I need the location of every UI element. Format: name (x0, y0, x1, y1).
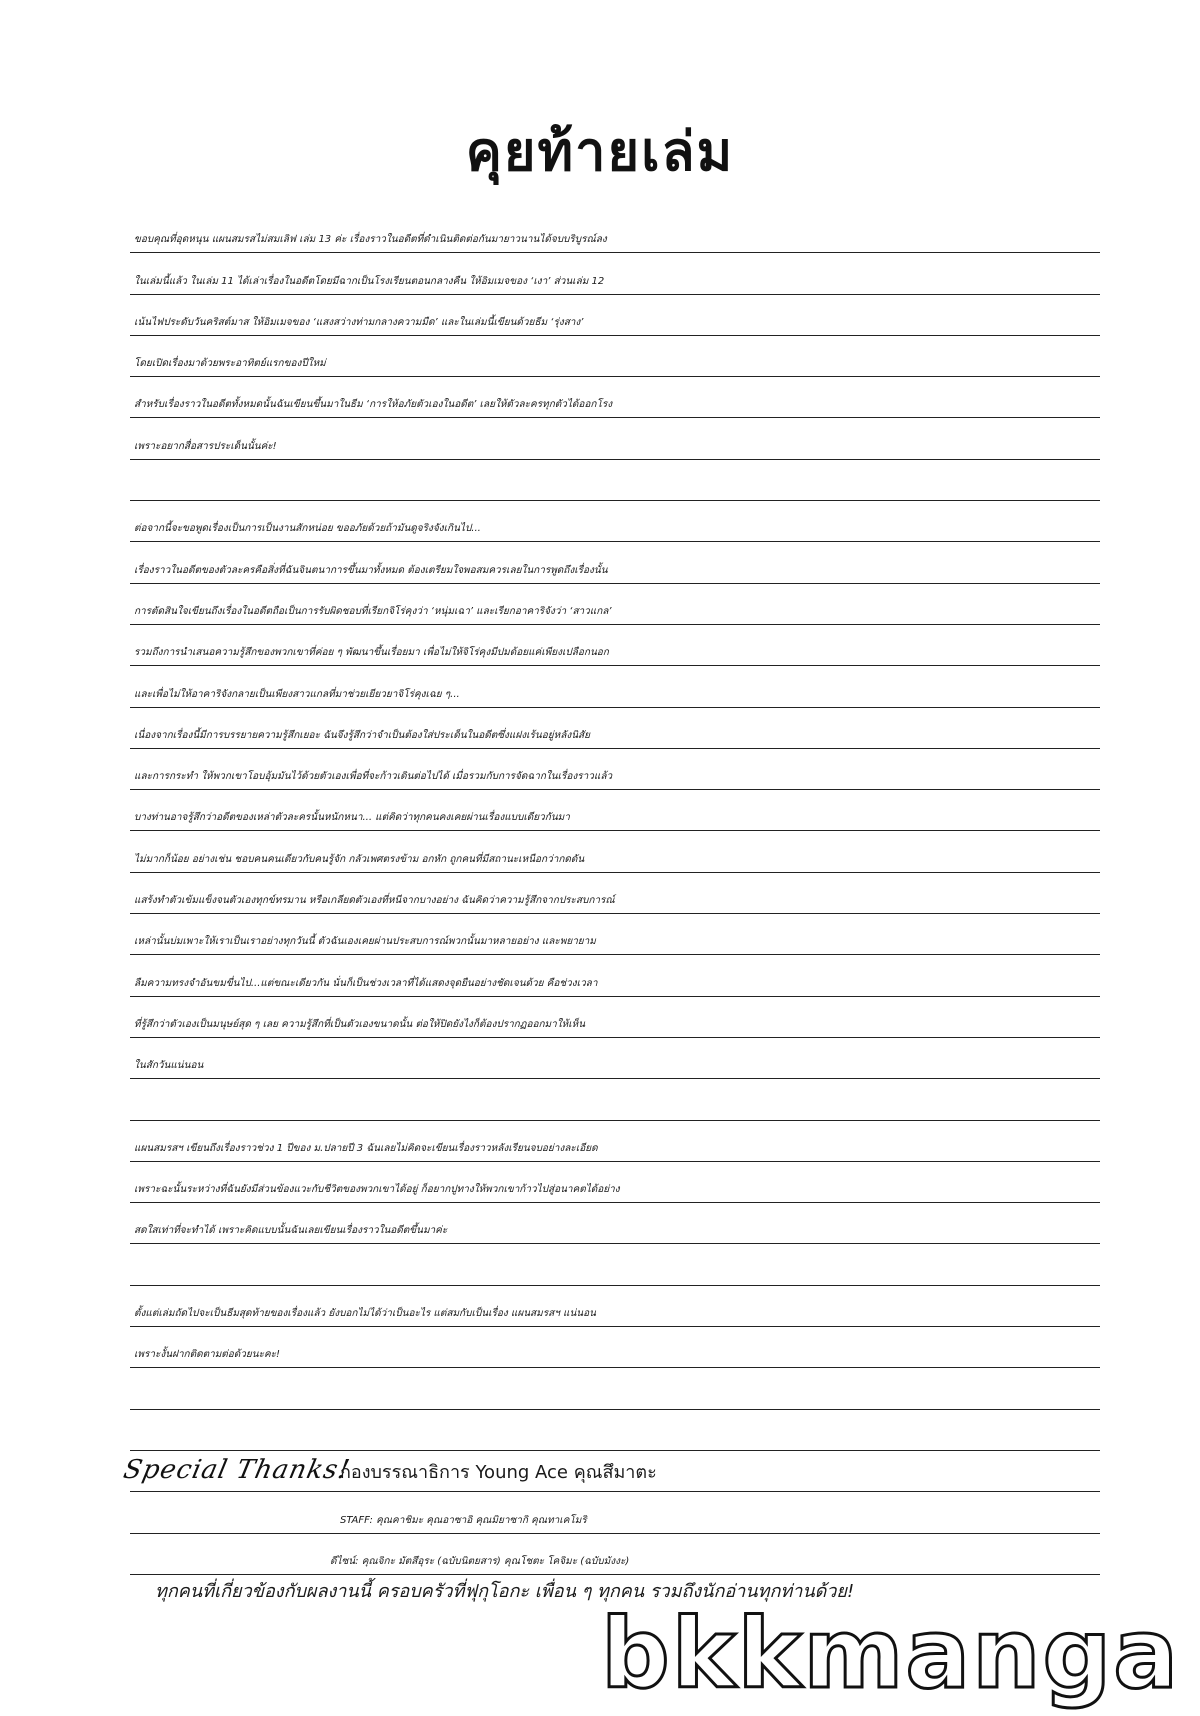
text-line-content: รวมถึงการนำเสนอความรู้สึกของพวกเขาที่ค่อย ๆ พัฒนาขึ้นเรื่อยมา เพื่อไม่ให้จิโร่คุงมีปมด้อยแค่เพียงเปลือกนอก (134, 647, 609, 659)
thanks-everyone-line: ทุกคนที่เกี่ยวข้องกับผลงานนี้ ครอบครัวที่ฟุกุโอกะ เพื่อน ๆ ทุกคน รวมถึงนักอ่านทุกท่านด้วย! (155, 1581, 855, 1602)
text-line-content: สดใสเท่าที่จะทำได้ เพราะคิดแบบนั้นฉันเลยเขียนเรื่องราวในอดีตขึ้นมาค่ะ (134, 1225, 448, 1237)
text-line (130, 1162, 1100, 1203)
text-line-content: เน้นไฟประดับวันคริสต์มาส ให้อิมเมจของ ‘แสงสว่างท่ามกลางความมืด’ และในเล่มนี้เขียนด้วยธีม ‘รุ่งสาง’ (134, 316, 584, 328)
text-line (130, 1410, 1100, 1451)
text-line-content: เพราะงั้นฝากติดตามต่อด้วยนะคะ! (134, 1349, 281, 1361)
text-line-content: ขอบคุณที่อุดหนุน แผนสมรสไม่สมเลิฟ เล่ม 13 ค่ะ เรื่องราวในอดีตที่ดำเนินติดต่อกันมายาวนานได้จบบริบูรณ์ลง (134, 234, 607, 246)
text-line (130, 336, 1100, 377)
credit-editor-text: กองบรรณาธิการ Young Ace คุณสึมาตะ (340, 1462, 657, 1484)
text-line-content: การตัดสินใจเขียนถึงเรื่องในอดีตถือเป็นการรับผิดชอบที่เรียกจิโร่คุงว่า ‘หนุ่มเฉา’ และเรียกอาคาริจังว่า ‘สาวแกล’ (134, 605, 612, 617)
text-line-content: ที่รู้สึกว่าตัวเองเป็นมนุษย์สุด ๆ เลย ความรู้สึกที่เป็นตัวเองขนาดนั้น ต่อให้ปิดยังไงก็ต้องปรากฏออกมาให้เห็น (134, 1018, 586, 1030)
text-line (130, 1121, 1100, 1162)
credit-text: STAFF: คุณคาชิมะ คุณอาซาอิ คุณมิยาซากิ คุณทาเคโมริ (340, 1514, 587, 1526)
credit-text: ดีไซน์: คุณจิกะ มัตสึอุระ (ฉบับนิตยสาร) คุณโชตะ โคจิมะ (ฉบับมังงะ) (330, 1555, 630, 1567)
text-line (130, 253, 1100, 294)
text-line (130, 1203, 1100, 1244)
text-line-content: เพราะฉะนั้นระหว่างที่ฉันยังมีส่วนข้องแวะกับชีวิตของพวกเขาได้อยู่ ก็อยากปูทางให้พวกเขาก้าวไปสู่อนาคตได้อย่าง (134, 1184, 620, 1196)
watermark-logo: bkkmanga (600, 1598, 1180, 1710)
text-line (130, 460, 1100, 501)
text-line-content: สำหรับเรื่องราวในอดีตทั้งหมดนั้นฉันเขียนขึ้นมาในธีม ‘การให้อภัยตัวเองในอดีต’ เลยให้ตัวละครทุกตัวได้ออกโรง (134, 399, 613, 411)
text-line-content: ในเล่มนี้แล้ว ในเล่ม 11 ได้เล่าเรื่องในอดีตโดยมีฉากเป็นโรงเรียนตอนกลางคืน ให้อิมเมจของ ‘เงา’ ส่วนเล่ม 12 (134, 275, 605, 287)
text-line (130, 1327, 1100, 1368)
text-line-content: เหล่านั้นบ่มเพาะให้เราเป็นเราอย่างทุกวันนี้ ตัวฉันเองเคยผ่านประสบการณ์พวกนั้นมาหลายอย่าง และพยายาม (134, 936, 596, 948)
text-line-content: เนื่องจากเรื่องนี้มีการบรรยายความรู้สึกเยอะ ฉันจึงรู้สึกว่าจำเป็นต้องใส่ประเด็นในอดีตซึ่งแฝงเร้นอยู่หลังนิสัย (134, 729, 591, 741)
text-line-content: และการกระทำ ให้พวกเขาโอบอุ้มมันไว้ด้วยตัวเองเพื่อที่จะก้าวเดินต่อไปได้ เมื่อรวมกับการจัดฉากในเรื่องราวแล้ว (134, 771, 613, 783)
text-line (130, 666, 1100, 707)
text-line (130, 997, 1100, 1038)
text-line-content: และเพื่อไม่ให้อาคาริจังกลายเป็นเพียงสาวแกลที่มาช่วยเยียวยาจิโร่คุงเฉย ๆ... (134, 688, 460, 700)
text-line (130, 1038, 1100, 1079)
text-line-content: แสร้งทำตัวเข้มแข็งจนตัวเองทุกข์ทรมาน หรือเกลียดตัวเองที่หนีจากบางอย่าง ฉันคิดว่าความรู้สึกจากประสบการณ์ (134, 895, 615, 907)
text-line (130, 1244, 1100, 1285)
text-line (130, 790, 1100, 831)
ruled-text-block (120, 212, 1100, 1575)
text-line (130, 377, 1100, 418)
text-line (130, 625, 1100, 666)
text-line (130, 212, 1100, 253)
text-line-content: ในสักวันแน่นอน (134, 1060, 204, 1072)
text-line-content: ลืมความทรงจำอันขมขื่นไป...แต่ขณะเดียวกัน นั่นก็เป็นช่วงเวลาที่ได้แสดงจุดยืนอย่างชัดเจนด้วย คือช่วงเวลา (134, 977, 598, 989)
credit-staff-line (130, 1492, 1100, 1533)
text-line (130, 1079, 1100, 1120)
text-line-content: บางท่านอาจรู้สึกว่าอดีตของเหล่าตัวละครนั้นหนักหนา... แต่คิดว่าทุกคนคงเคยผ่านเรื่องแบบเดียวกันมา (134, 812, 570, 824)
text-line (130, 295, 1100, 336)
text-line (130, 542, 1100, 583)
text-line (130, 914, 1100, 955)
text-line-content: ต่อจากนี้จะขอพูดเรื่องเป็นการเป็นงานสักหน่อย ขออภัยด้วยถ้ามันดูจริงจังเกินไป... (134, 523, 481, 535)
text-line (130, 1286, 1100, 1327)
text-line-content: ไม่มากก็น้อย อย่างเช่น ชอบคนคนเดียวกับคนรู้จัก กลัวเพศตรงข้าม อกหัก ถูกคนที่มีสถานะเหนือกว่ากดดัน (134, 853, 585, 865)
text-line-content: เพราะอยากสื่อสารประเด็นนั้นค่ะ! (134, 440, 277, 452)
page-title: คุยท้ายเล่ม (465, 120, 735, 183)
text-line (130, 1368, 1100, 1409)
credit-design-line (130, 1534, 1100, 1575)
text-line (130, 831, 1100, 872)
text-line (130, 584, 1100, 625)
special-thanks-signature: Special Thanks! (120, 1455, 353, 1486)
text-line (130, 418, 1100, 459)
text-line-content: แผนสมรสฯ เขียนถึงเรื่องราวช่วง 1 ปีของ ม.ปลายปี 3 ฉันเลยไม่คิดจะเขียนเรื่องราวหลังเรียนจบอย่างละเอียด (134, 1142, 598, 1154)
text-line-content: ตั้งแต่เล่มถัดไปจะเป็นธีมสุดท้ายของเรื่องแล้ว ยังบอกไม่ได้ว่าเป็นอะไร แต่สมกับเป็นเรื่อง แผนสมรสฯ แน่นอน (134, 1308, 596, 1320)
text-line-content: เรื่องราวในอดีตของตัวละครคือสิ่งที่ฉันจินตนาการขึ้นมาทั้งหมด ต้องเตรียมใจพอสมควรเลยในการพูดถึงเรื่องนั้น (134, 564, 608, 576)
text-line (130, 749, 1100, 790)
text-line (130, 955, 1100, 996)
text-line (130, 501, 1100, 542)
text-line (130, 708, 1100, 749)
text-line (130, 873, 1100, 914)
credit-editor-line (120, 1451, 1100, 1492)
text-line-content: โดยเปิดเรื่องมาด้วยพระอาทิตย์แรกของปีใหม่ (134, 358, 326, 370)
